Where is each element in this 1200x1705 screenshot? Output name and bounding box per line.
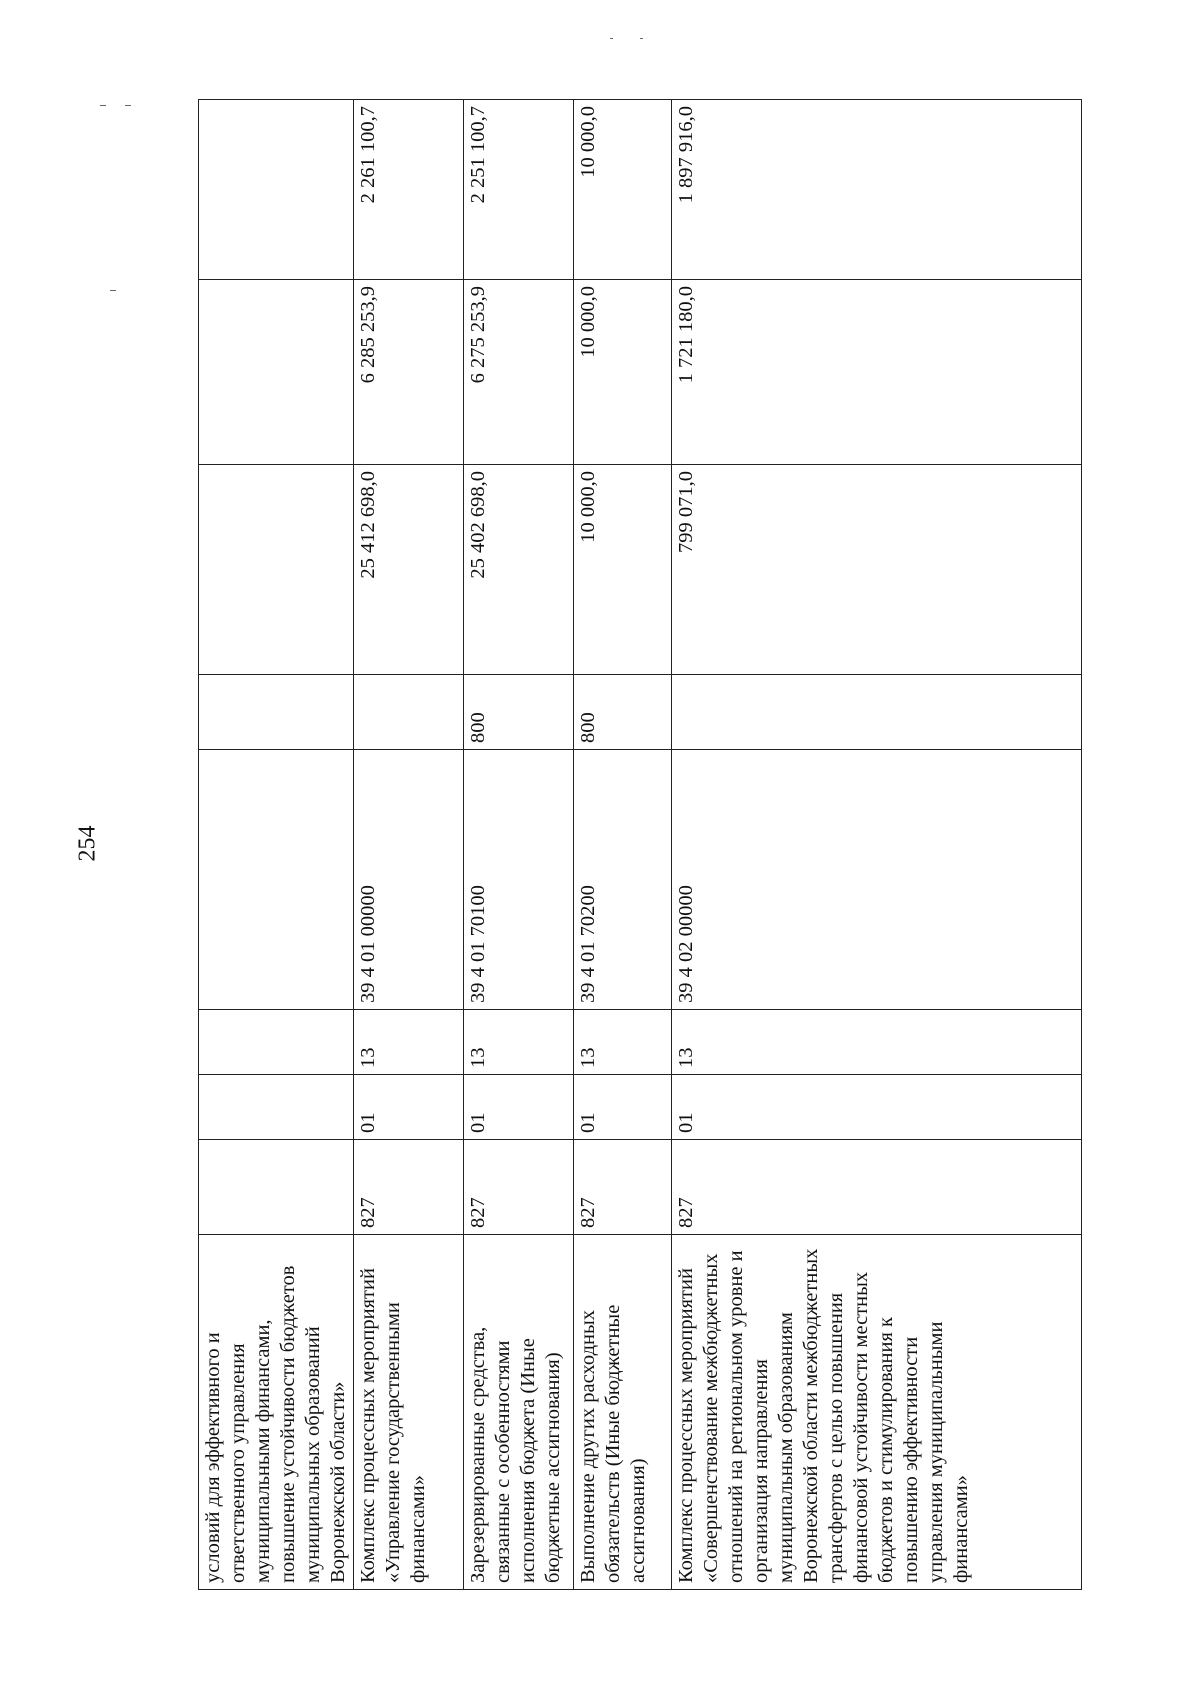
cell-y2027: 2 261 100,7 xyxy=(354,100,464,280)
cell-pr: 13 xyxy=(574,1010,672,1075)
scan-speck xyxy=(125,105,131,106)
cell-gr: 827 xyxy=(464,1140,574,1235)
cell-y2026: 10 000,0 xyxy=(574,280,672,465)
cell-y2025: 10 000,0 xyxy=(574,465,672,675)
cell-pr xyxy=(199,1010,354,1075)
cell-csr: 39 4 01 00000 xyxy=(354,750,464,1010)
scan-speck xyxy=(110,290,116,291)
cell-pr: 13 xyxy=(354,1010,464,1075)
cell-y2025: 25 412 698,0 xyxy=(354,465,464,675)
cell-vr xyxy=(672,675,1082,750)
cell-vr: 800 xyxy=(574,675,672,750)
cell-name: Зарезервированные средства, связанные с особенностями исполнения бюджета (Иные бюджетные ассигнования) xyxy=(464,1235,574,1590)
cell-rz: 01 xyxy=(574,1075,672,1140)
cell-csr: 39 4 01 70200 xyxy=(574,750,672,1010)
cell-csr: 39 4 02 00000 xyxy=(672,750,1082,1010)
cell-pr: 13 xyxy=(672,1010,1082,1075)
cell-y2026: 1 721 180,0 xyxy=(672,280,1082,465)
cell-rz: 01 xyxy=(464,1075,574,1140)
cell-name: условий для эффективного и ответственного управления муниципальными финансами, повышение устойчивости бюджетов муниципальных образований Воронежской области» xyxy=(199,1235,354,1590)
cell-csr: 39 4 01 70100 xyxy=(464,750,574,1010)
cell-y2027: 2 251 100,7 xyxy=(464,100,574,280)
table-body xyxy=(199,100,1082,1590)
cell-gr xyxy=(199,1140,354,1235)
cell-vr xyxy=(354,675,464,750)
cell-rz: 01 xyxy=(672,1075,1082,1140)
cell-vr xyxy=(199,675,354,750)
rotated-table-wrapper xyxy=(198,100,1078,1590)
cell-rz xyxy=(199,1075,354,1140)
cell-name: Комплекс процессных мероприятий «Управление государственными финансами» xyxy=(354,1235,464,1590)
cell-y2027: 1 897 916,0 xyxy=(672,100,1082,280)
cell-name: Комплекс процессных мероприятий «Совершенствование межбюджетных отношений на региональном уровне и организация направления муниципальным образованиям Воронежской области межбюджетных трансфертов с целью повышения финансовой устойчивости местных бюджетов и стимулирования к повышению эффективности управления муниципальными финансами» xyxy=(672,1235,1082,1590)
cell-name: Выполнение других расходных обязательств (Иные бюджетные ассигнования) xyxy=(574,1235,672,1590)
cell-rz: 01 xyxy=(354,1075,464,1140)
page-number: 254 xyxy=(74,825,101,862)
cell-y2027: 10 000,0 xyxy=(574,100,672,280)
cell-y2026: 6 285 253,9 xyxy=(354,280,464,465)
table-row xyxy=(672,100,1082,1590)
scan-speck xyxy=(610,38,613,39)
table-row xyxy=(574,100,672,1590)
cell-y2027 xyxy=(199,100,354,280)
cell-gr: 827 xyxy=(672,1140,1082,1235)
scan-speck xyxy=(100,105,106,106)
budget-table xyxy=(198,99,1082,1590)
cell-y2025: 25 402 698,0 xyxy=(464,465,574,675)
cell-y2026 xyxy=(199,280,354,465)
cell-y2026: 6 275 253,9 xyxy=(464,280,574,465)
cell-gr: 827 xyxy=(354,1140,464,1235)
table-row xyxy=(464,100,574,1590)
cell-vr: 800 xyxy=(464,675,574,750)
cell-pr: 13 xyxy=(464,1010,574,1075)
table-row xyxy=(199,100,354,1590)
scan-speck xyxy=(640,38,643,39)
cell-y2025: 799 071,0 xyxy=(672,465,1082,675)
table-row xyxy=(354,100,464,1590)
cell-csr xyxy=(199,750,354,1010)
cell-y2025 xyxy=(199,465,354,675)
cell-gr: 827 xyxy=(574,1140,672,1235)
